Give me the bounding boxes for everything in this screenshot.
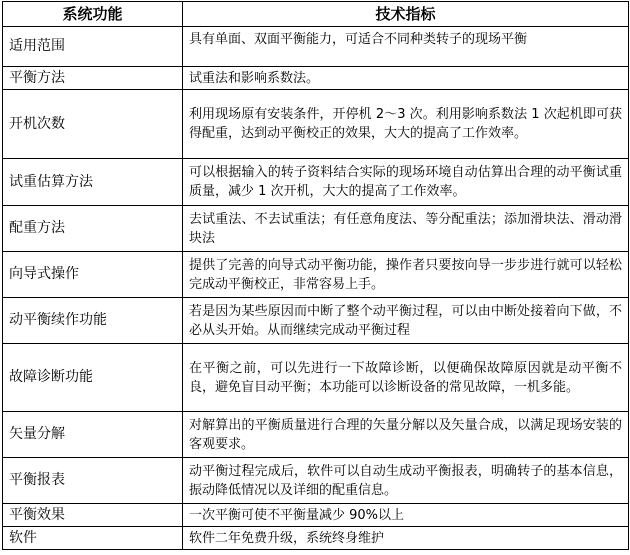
spec-cell: 提供了完善的向导式动平衡功能，操作者只要按向导一步步进行就可以轻松完成动平衡校正，非常容易上手。 [183, 252, 629, 298]
feature-cell: 开机次数 [3, 90, 183, 159]
header-row [3, 2, 629, 27]
feature-cell: 向导式操作 [3, 252, 183, 298]
table-row [3, 527, 629, 550]
spec-cell: 若是因为某些原因而中断了整个动平衡过程，可以由中断处接着向下做，不必从头开始。从而继续完成动平衡过程 [183, 298, 629, 344]
feature-cell: 配重方法 [3, 206, 183, 252]
feature-cell: 软件 [3, 527, 183, 550]
table-row [3, 27, 629, 67]
spec-cell: 动平衡过程完成后，软件可以自动生成动平衡报表，明确转子的基本信息，振动降低情况以及详细的配重信息。 [183, 458, 629, 504]
spec-cell: 去试重法、不去试重法；有任意角度法、等分配重法；添加滑块法、滑动滑块法 [183, 206, 629, 252]
header-feature: 系统功能 [3, 2, 183, 27]
spec-cell: 具有单面、双面平衡能力，可适合不同种类转子的现场平衡 [183, 27, 629, 67]
feature-cell: 矢量分解 [3, 412, 183, 458]
table-row [3, 458, 629, 504]
spec-cell: 一次平衡可使不平衡量减少 90%以上 [183, 504, 629, 527]
feature-cell: 平衡报表 [3, 458, 183, 504]
table-row [3, 90, 629, 159]
feature-cell: 平衡方法 [3, 67, 183, 90]
feature-cell: 适用范围 [3, 27, 183, 67]
table-row [3, 252, 629, 298]
spec-cell: 软件二年免费升级，系统终身维护 [183, 527, 629, 550]
spec-cell: 对解算出的平衡质量进行合理的矢量分解以及矢量合成，以满足现场安装的客观要求。 [183, 412, 629, 458]
feature-cell: 故障诊断功能 [3, 344, 183, 412]
table-row [3, 159, 629, 206]
feature-cell: 动平衡续作功能 [3, 298, 183, 344]
spec-cell: 可以根据输入的转子资料结合实际的现场环境自动估算出合理的动平衡试重质量，减少 1 次开机，大大的提高了工作效率。 [183, 159, 629, 206]
spec-table [2, 1, 629, 550]
header-spec: 技术指标 [183, 2, 629, 27]
table-row [3, 504, 629, 527]
table-row [3, 344, 629, 412]
table-row [3, 206, 629, 252]
spec-cell: 在平衡之前，可以先进行一下故障诊断，以便确保故障原因就是动平衡不良，避免盲目动平衡；本功能可以诊断设备的常见故障，一机多能。 [183, 344, 629, 412]
table-row [3, 67, 629, 90]
table-row [3, 298, 629, 344]
spec-cell: 试重法和影响系数法。 [183, 67, 629, 90]
feature-cell: 试重估算方法 [3, 159, 183, 206]
feature-cell: 平衡效果 [3, 504, 183, 527]
spec-cell: 利用现场原有安装条件，开停机 2～3 次。利用影响系数法 1 次起机即可获得配重，达到动平衡校正的效果，大大的提高了工作效率。 [183, 90, 629, 159]
table-row [3, 412, 629, 458]
